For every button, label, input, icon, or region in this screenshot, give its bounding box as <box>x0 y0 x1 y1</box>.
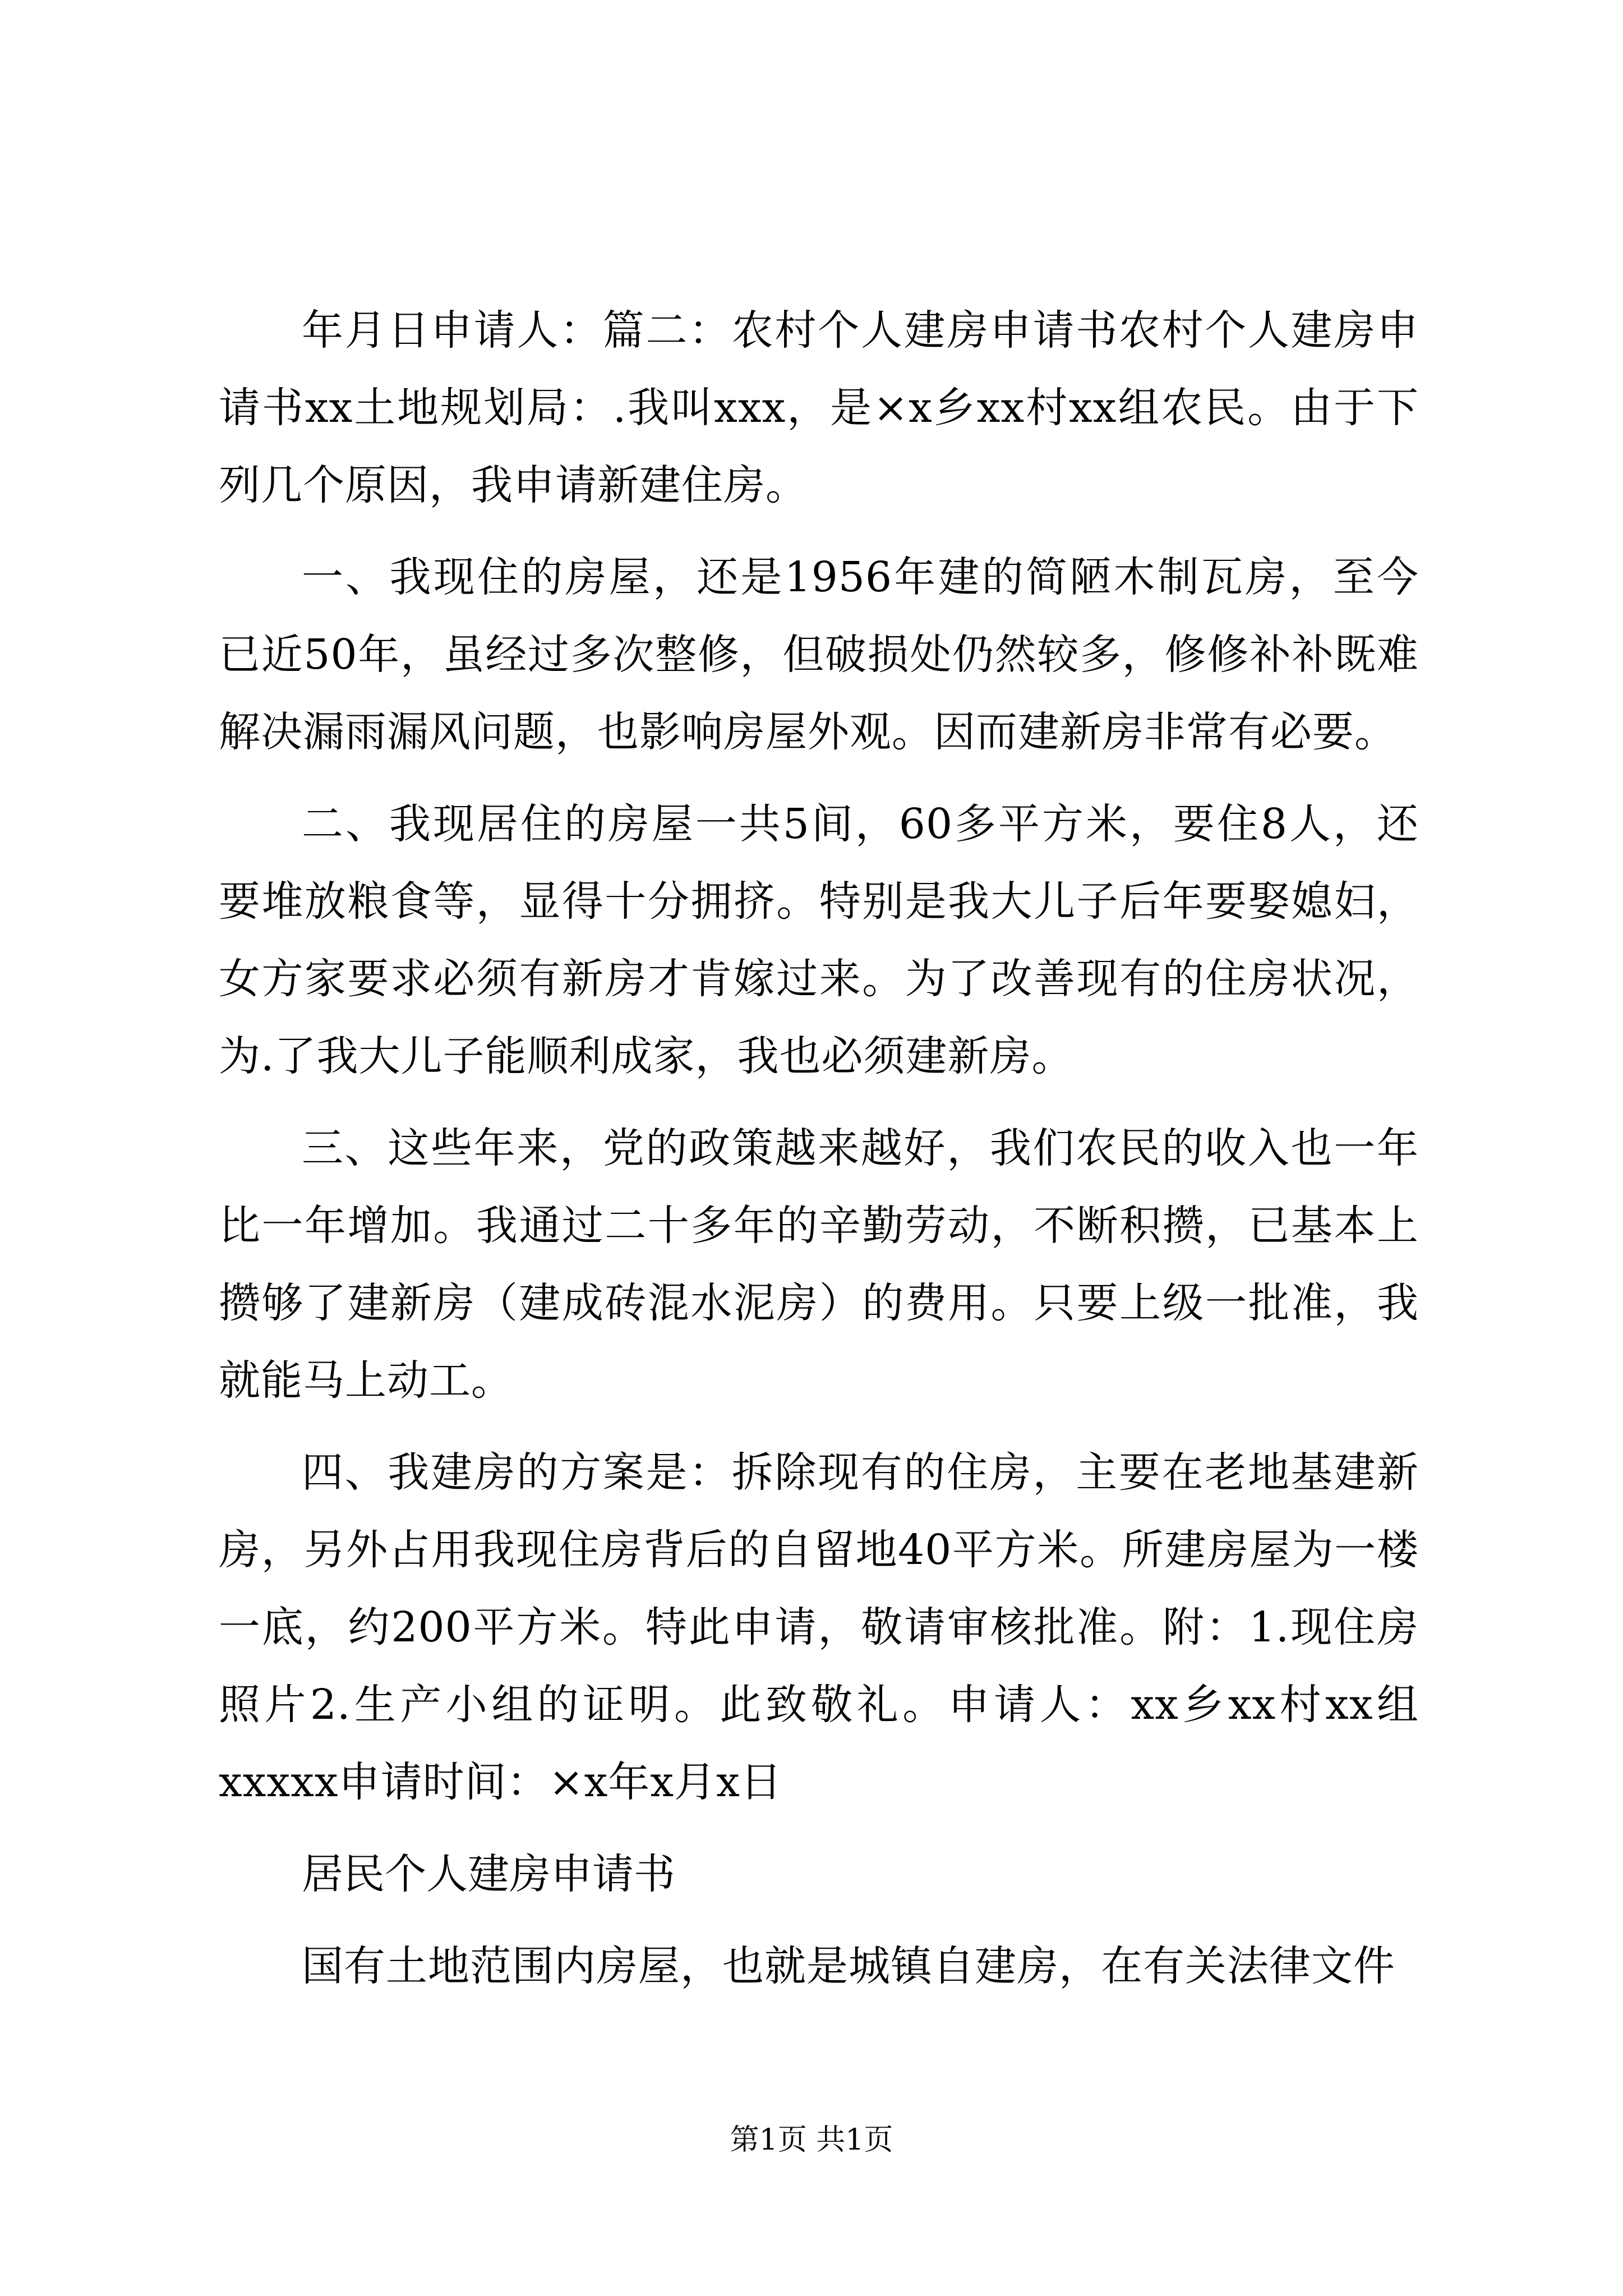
paragraph-reason-three: 三、这些年来，党的政策越来越好，我们农民的收入也一年比一年增加。我通过二十多年的辛勤劳动，不断积攒，已基本上攒够了建新房（建成砖混水泥房）的费用。只要上级一批准，我就能马上动工。 <box>219 1124 1419 1405</box>
document-body <box>219 292 1419 2019</box>
section-title: 居民个人建房申请书 <box>302 1850 675 1898</box>
paragraph-reason-one: 一、我现住的房屋，还是1956年建的简陋木制瓦房，至今已近50年，虽经过多次整修，但破损处仍然较多，修修补补既难解决漏雨漏风问题，也影响房屋外观。因而建新房非常有必要。 <box>219 553 1419 756</box>
paragraph-plan: 四、我建房的方案是：拆除现有的住房，主要在老地基建新房，另外占用我现住房背后的自留地40平方米。所建房屋为一楼一底，约200平方米。特此申请，敬请审核批准。附：1.现住房照片2.生产小组的证明。此致敬礼。申请人：xx乡xx村xx组xxxxx申请时间：×x年x月x日 <box>219 1448 1419 1806</box>
paragraph-reason-two: 二、我现居住的房屋一共5间，60多平方米，要住8人，还要堆放粮食等，显得十分拥挤。特别是我大儿子后年要娶媳妇，女方家要求必须有新房才肯嫁过来。为了改善现有的住房状况，为.了我大儿子能顺利成家，我也必须建新房。 <box>219 800 1419 1080</box>
paragraph-last: 国有土地范围内房屋，也就是城镇自建房，在有关法律文件 <box>302 1942 1395 1990</box>
page-footer: 第1页 共1页 <box>730 2123 893 2157</box>
paragraph-intro: 年月日申请人：篇二：农村个人建房申请书农村个人建房申请书xx土地规划局：.我叫xxx，是×x乡xx村xx组农民。由于下列几个原因，我申请新建住房。 <box>219 306 1419 509</box>
